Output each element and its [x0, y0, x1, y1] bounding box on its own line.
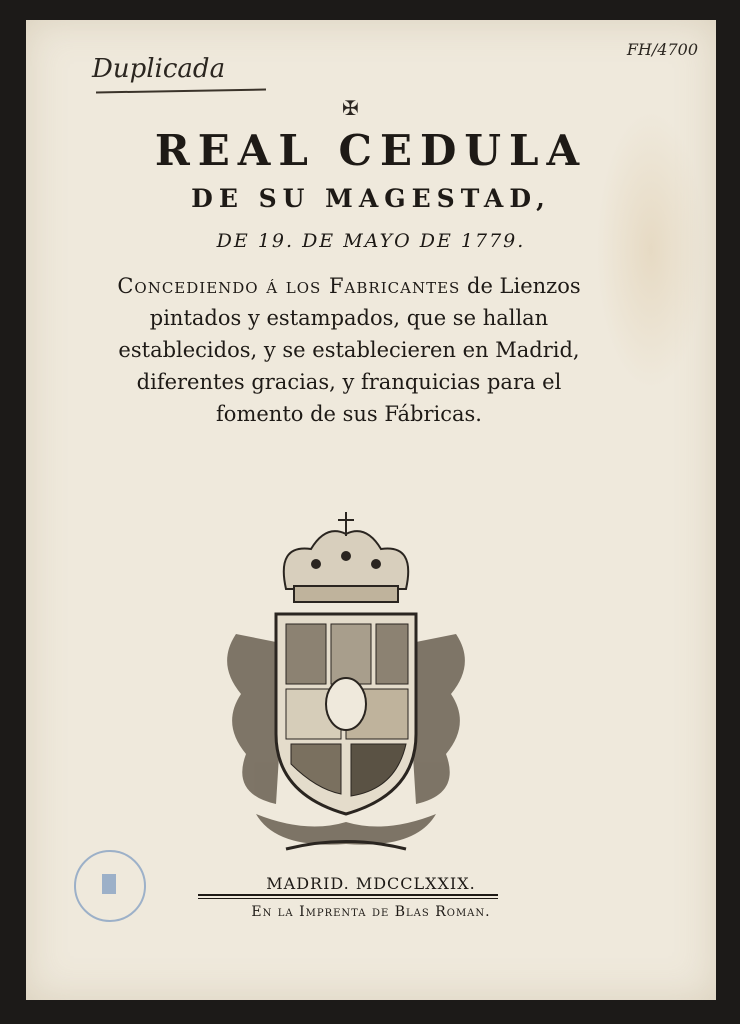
divider-thin — [198, 898, 498, 899]
printer-line: En la Imprenta de Blas Roman. — [251, 904, 491, 920]
date-line: DE 19. DE MAYO DE 1779. — [216, 230, 526, 252]
body-lead: Concediendo á los Fabricantes — [117, 274, 461, 298]
catalog-mark: FH/4700 — [626, 40, 698, 59]
cross-ornament-icon: ✠ — [342, 96, 359, 120]
title-line-1: REAL CEDULA — [154, 126, 588, 175]
title-line-2: DE SU MAGESTAD, — [191, 184, 551, 213]
body-text — [104, 270, 594, 430]
handwritten-note: Duplicada — [92, 54, 226, 84]
handwritten-underline — [96, 89, 266, 94]
royal-coat-of-arms-icon — [216, 504, 476, 864]
place-year: MADRID. MDCCLXXIX. — [266, 874, 476, 893]
document-page — [26, 20, 716, 1000]
divider-thick — [198, 894, 498, 896]
body-rest: de Lienzos pintados y estampados, que se hallan establecidos, y se establecieren en Madrid, diferentes gracias, y franquicias para el fomento de sus Fábricas. — [118, 274, 581, 426]
